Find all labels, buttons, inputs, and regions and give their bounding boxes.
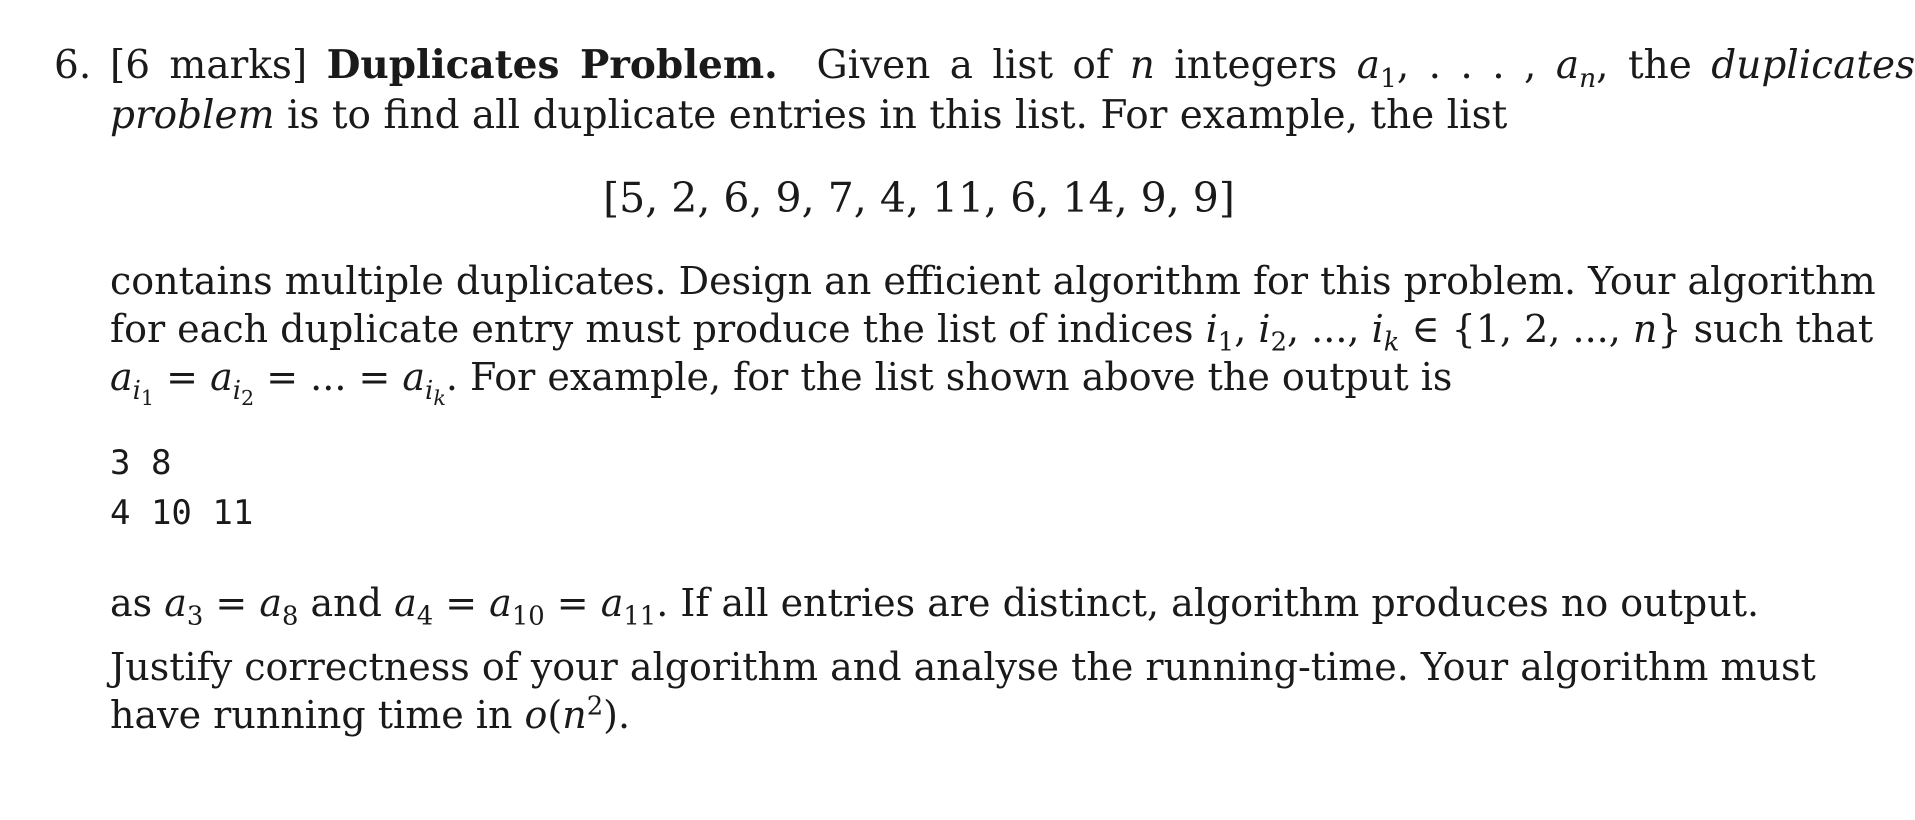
problem-line-2-text: is to find all duplicate entries in this list. For example, the list <box>287 93 1508 138</box>
problem-title: Duplicates Problem. <box>326 42 778 88</box>
problem-line-7: Justify correctness of your algorithm and analyse the running-time. Your algorithm must <box>110 645 1816 689</box>
output-line-1: 3 8 <box>110 443 172 483</box>
term-problem: problem <box>110 93 275 138</box>
problem-line-5: $a_{i_1} = a_{i_2}$ = ... = $a_{i_k}$. For example, for the list shown above the output is <box>110 355 1453 410</box>
term-duplicates: duplicates <box>1711 43 1915 88</box>
example-list: [5, 2, 6, 9, 7, 4, 11, 6, 14, 9, 9] <box>603 174 1235 222</box>
marks-label: [6 marks] <box>110 43 308 88</box>
problem-line-8: have running time in $o(n^2)$. <box>110 691 631 737</box>
problem-line-6: as $a_3 = a_8$ and $a_4 = a_{10} = a_{11}$. If all entries are distinct, algorithm produces no output. <box>110 581 1760 632</box>
problem-intro: Given a list of n integers $a_1$, . . . , $a_n$, the <box>816 43 1692 94</box>
problem-line-4: for each duplicate entry must produce the list of indices $i_1$, $i_2$, ..., $i_k$ ∈ {1, 2, ..., n} such that <box>110 307 1874 358</box>
problem-line-2 <box>110 93 1508 138</box>
question-number: 6. <box>54 43 92 88</box>
problem-line-3: contains multiple duplicates. Design an efficient algorithm for this problem. Your algorithm <box>110 259 1876 303</box>
problem-line-1 <box>110 42 1915 94</box>
output-line-2: 4 10 11 <box>110 493 254 533</box>
